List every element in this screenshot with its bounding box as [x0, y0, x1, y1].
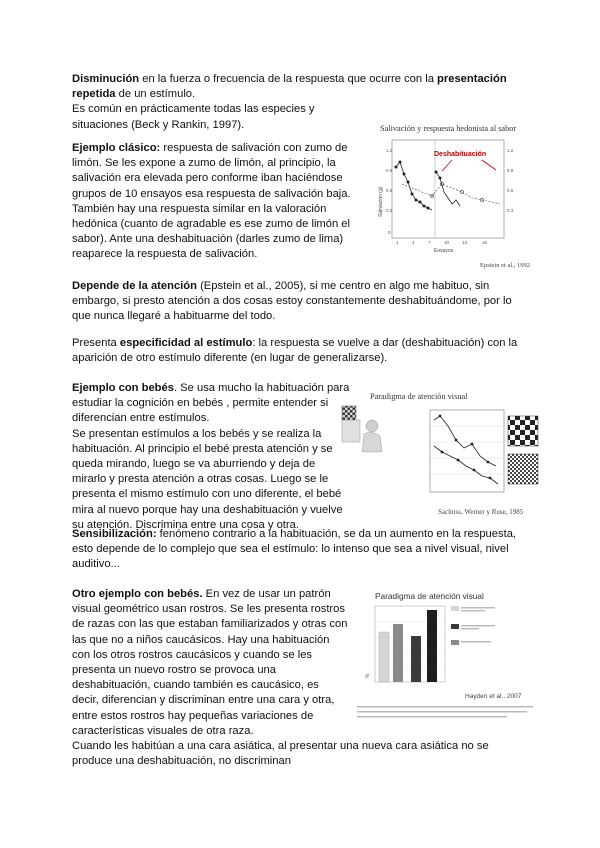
bar-2	[393, 624, 403, 682]
legend	[451, 606, 495, 645]
svg-text:0.6: 0.6	[386, 188, 393, 193]
figure-title: Paradigma de atención visual	[370, 392, 468, 401]
svg-text:1.2: 1.2	[507, 148, 514, 153]
svg-text:10: 10	[444, 240, 450, 245]
y-axis-label: Salivación (g)	[378, 186, 384, 217]
svg-text:0.3: 0.3	[507, 208, 514, 213]
svg-text:0.3: 0.3	[386, 208, 393, 213]
paragraph-classic-example: Ejemplo clásico: respuesta de salivación con zumo de limón. Se les expone a zumo de limón, al principio, la salivación era elevada pero conforme iban haciéndose grupos de 10 ensayos esa respuesta de salivación baja. También hay una respuesta similar en la valoración hedónica (cuanto de agradable es ese zumo de limón el sabor). Ante una deshabituación (darles zumo de lima) reaparece la respuesta de salivación.	[72, 142, 351, 261]
figure-caption: Epstein et al., 1992	[480, 262, 530, 269]
annotation-deshabituacion: Deshabituación	[434, 151, 487, 158]
figure-caption: Saclniss, Werner y Ruse, 1985	[438, 508, 524, 516]
figure-salivation-graph	[372, 122, 530, 270]
svg-text:0.9: 0.9	[507, 168, 514, 173]
term-especificidad: especificidad al estímulo	[119, 337, 253, 349]
term-otro-ejemplo-bebes: Otro ejemplo con bebés.	[72, 588, 203, 600]
svg-text:0: 0	[388, 230, 391, 235]
svg-text:0.9: 0.9	[386, 168, 393, 173]
svg-text:%: %	[365, 673, 371, 678]
figure-footnote-lines	[357, 706, 533, 718]
figure-visual-attention-paradigm	[340, 390, 540, 516]
term-disminucion: Disminución	[72, 73, 140, 85]
svg-text:1.2: 1.2	[386, 148, 393, 153]
svg-text:1: 1	[396, 240, 399, 245]
baby-viewing-illustration	[342, 406, 382, 452]
paragraph-faces-example: Otro ejemplo con bebés. En vez de usar un patrón visual geométrico usan rostros. Se les presenta rostros de razas con las que estaban familiarizados y otras con las que no a niños caucásicos. Hay una habituación con los otros rostros caucásicos y cuando se les presenta un nuevo rostro se provoca una deshabituación, cuando también es caucásico, es decir, diferencian y discriminan entre una cara y otra, entre estos rostros hay pequeñas variaciones de características visuales de otra raza. Cuando les habitúan a una cara asiática, al presentar una nueva cara asiática no se produce una deshabituación, no discriminan	[72, 588, 489, 768]
svg-text:0.6: 0.6	[507, 188, 514, 193]
term-ejemplo-clasico: Ejemplo clásico:	[72, 142, 161, 154]
paragraph-habituation-definition: Disminución en la fuerza o frecuencia de la respuesta que ocurre con la presentación repetida de un estímulo. Es común en prácticamente todas las especies y situaciones (Beck y Rankin, 1997).	[72, 73, 507, 131]
term-presentacion-repetida: presentación repetida	[72, 73, 507, 101]
figure-title: Paradigma de atención visual	[375, 591, 484, 601]
figure-title: Salivación y respuesta hedonista al sabor	[380, 124, 517, 133]
svg-text:13: 13	[462, 240, 468, 245]
bar-3	[411, 636, 421, 682]
paragraph-sensitization: Sensibilización: fenómeno contrario a la habituación, se da un aumento en la respuesta, esto depende de lo complejo que sea el estímulo: lo intenso que sea a nivel visual, nivel auditivo...	[72, 528, 517, 571]
paragraph-babies-example: Ejemplo con bebés. Se usa mucho la habituación para estudiar la cognición en bebés , permite entender si diferencian entre estímulos. Se presentan estímulos a los bebés y se realiza la habituación. Al principio el bebé presta atención y se queda mirando, luego se va aburriendo y deja de mirarlo y presta atención a otras cosas. Luego se le presenta el mismo estímulo con uno diferente, el bebé mira al nuevo porque hay una deshabituación y vuelve su atención. Discrimina entre una cosa y otra.	[72, 382, 350, 531]
term-depende-atencion: Depende de la atención	[72, 280, 197, 292]
term-ejemplo-bebes: Ejemplo con bebés	[72, 382, 174, 394]
paragraph-stimulus-specificity: Presenta especificidad al estímulo: la respuesta se vuelve a dar (deshabituación) con la aparición de otro estímulo diferente (en lugar de generalizarse).	[72, 337, 518, 365]
term-sensibilizacion: Sensibilización:	[72, 528, 157, 540]
x-axis-label: Ensayos	[434, 248, 454, 254]
svg-text:7: 7	[428, 240, 431, 245]
figure-face-paradigm-bars	[355, 590, 535, 726]
svg-text:16: 16	[482, 240, 488, 245]
checkerboard-small-icon	[508, 454, 538, 484]
checkerboard-large-icon	[508, 416, 538, 446]
bar-1	[379, 632, 389, 682]
paragraph-attention: Depende de la atención (Epstein et al., 2005), si me centro en algo me habituo, sin embargo, si presto atención a dos cosas estoy constantemente deshabituándome, por lo que nunca llegaré a habituarme del todo.	[72, 280, 512, 323]
svg-text:4: 4	[412, 240, 415, 245]
figure-caption: Hayden et al., 2007	[465, 693, 522, 700]
bar-4	[427, 610, 437, 682]
